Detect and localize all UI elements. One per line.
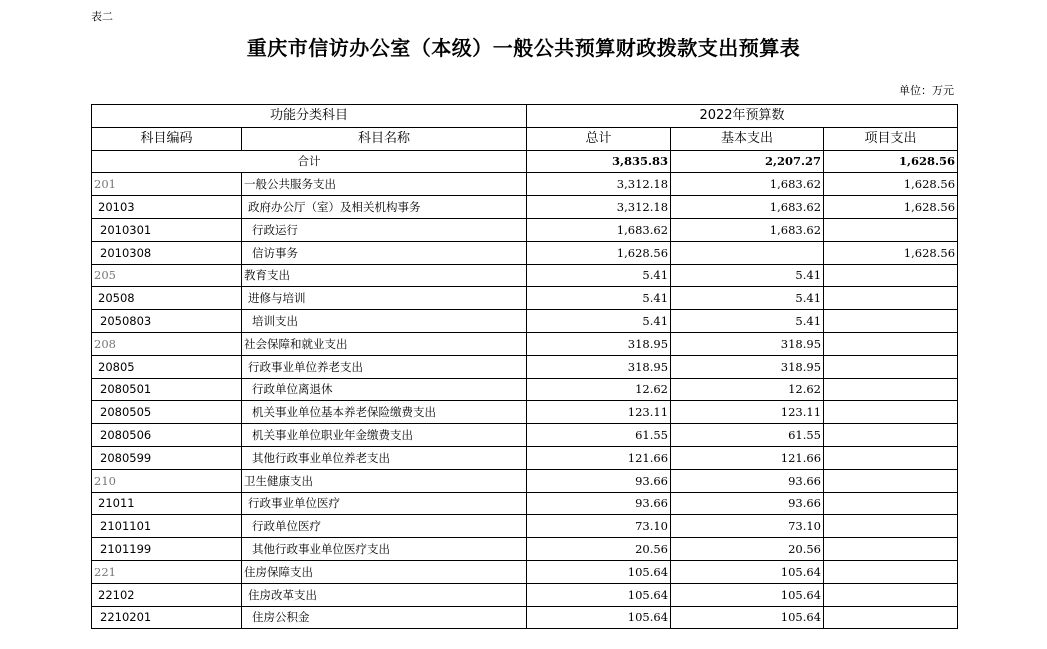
row-name: 其他行政事业单位养老支出 [242, 446, 527, 469]
row-project: 1,628.56 [824, 241, 958, 264]
row-name: 住房改革支出 [242, 583, 527, 606]
total-row [92, 150, 958, 173]
table-row [92, 355, 958, 378]
row-basic: 105.64 [671, 606, 824, 629]
row-code: 2080599 [92, 446, 242, 469]
row-name: 教育支出 [242, 264, 527, 287]
row-basic: 5.41 [671, 264, 824, 287]
row-name: 进修与培训 [242, 287, 527, 310]
row-code: 210 [92, 469, 242, 492]
table-row [92, 424, 958, 447]
row-code: 201 [92, 173, 242, 196]
table-row [92, 492, 958, 515]
row-code: 2080506 [92, 424, 242, 447]
row-total: 61.55 [527, 424, 671, 447]
row-project: 1,628.56 [824, 173, 958, 196]
row-code: 221 [92, 560, 242, 583]
row-total: 73.10 [527, 515, 671, 538]
row-project [824, 355, 958, 378]
row-project [824, 218, 958, 241]
row-total: 93.66 [527, 492, 671, 515]
table-row [92, 264, 958, 287]
table-row [92, 469, 958, 492]
unit-label: 单位：万元 [899, 84, 954, 97]
table-row [92, 332, 958, 355]
row-code: 2080501 [92, 378, 242, 401]
row-project [824, 446, 958, 469]
table-row [92, 173, 958, 196]
row-total: 105.64 [527, 583, 671, 606]
row-code: 2101199 [92, 538, 242, 561]
table-row [92, 606, 958, 629]
row-total: 3,312.18 [527, 173, 671, 196]
row-basic: 20.56 [671, 538, 824, 561]
table-row [92, 287, 958, 310]
table-row [92, 378, 958, 401]
row-project [824, 606, 958, 629]
row-name: 行政单位医疗 [242, 515, 527, 538]
row-name: 卫生健康支出 [242, 469, 527, 492]
row-project [824, 378, 958, 401]
row-total: 20.56 [527, 538, 671, 561]
row-project [824, 515, 958, 538]
row-name: 住房保障支出 [242, 560, 527, 583]
row-project [824, 492, 958, 515]
row-total: 3,312.18 [527, 196, 671, 219]
row-name: 行政事业单位医疗 [242, 492, 527, 515]
row-total: 5.41 [527, 287, 671, 310]
row-total: 12.62 [527, 378, 671, 401]
table-row [92, 583, 958, 606]
row-code: 2010301 [92, 218, 242, 241]
row-name: 一般公共服务支出 [242, 173, 527, 196]
row-project [824, 264, 958, 287]
row-total: 105.64 [527, 560, 671, 583]
row-basic: 5.41 [671, 287, 824, 310]
row-code: 2210201 [92, 606, 242, 629]
row-basic: 1,683.62 [671, 173, 824, 196]
row-code: 20508 [92, 287, 242, 310]
row-project [824, 538, 958, 561]
header-code: 科目编码 [92, 127, 242, 150]
row-name: 行政事业单位养老支出 [242, 355, 527, 378]
header-total: 总计 [527, 127, 671, 150]
row-basic [671, 241, 824, 264]
total-label: 合计 [92, 150, 527, 173]
row-total: 121.66 [527, 446, 671, 469]
row-name: 社会保障和就业支出 [242, 332, 527, 355]
table-row [92, 538, 958, 561]
header-project: 项目支出 [824, 127, 958, 150]
row-basic: 93.66 [671, 492, 824, 515]
row-basic: 5.41 [671, 310, 824, 333]
row-code: 2080505 [92, 401, 242, 424]
row-code: 22102 [92, 583, 242, 606]
total-amount: 3,835.83 [527, 150, 671, 173]
header-basic: 基本支出 [671, 127, 824, 150]
row-total: 5.41 [527, 264, 671, 287]
table-number-label: 表二 [91, 10, 113, 23]
row-code: 2050803 [92, 310, 242, 333]
row-total: 318.95 [527, 332, 671, 355]
table-row [92, 401, 958, 424]
budget-table [91, 104, 958, 629]
row-code: 2101101 [92, 515, 242, 538]
row-name: 机关事业单位基本养老保险缴费支出 [242, 401, 527, 424]
total-basic: 2,207.27 [671, 150, 824, 173]
row-total: 123.11 [527, 401, 671, 424]
table-row [92, 310, 958, 333]
row-basic: 318.95 [671, 355, 824, 378]
row-basic: 105.64 [671, 583, 824, 606]
row-total: 1,683.62 [527, 218, 671, 241]
row-project: 1,628.56 [824, 196, 958, 219]
table-row [92, 218, 958, 241]
header-functional-category: 功能分类科目 [92, 105, 527, 128]
row-project [824, 287, 958, 310]
row-basic: 318.95 [671, 332, 824, 355]
row-project [824, 560, 958, 583]
row-name: 行政运行 [242, 218, 527, 241]
row-code: 20805 [92, 355, 242, 378]
row-basic: 121.66 [671, 446, 824, 469]
header-budget-2022: 2022年预算数 [527, 105, 958, 128]
row-basic: 61.55 [671, 424, 824, 447]
row-name: 行政单位离退休 [242, 378, 527, 401]
row-code: 21011 [92, 492, 242, 515]
row-basic: 105.64 [671, 560, 824, 583]
row-project [824, 583, 958, 606]
row-project [824, 310, 958, 333]
table-row [92, 196, 958, 219]
header-name: 科目名称 [242, 127, 527, 150]
row-total: 318.95 [527, 355, 671, 378]
header-row-2 [92, 127, 958, 150]
row-project [824, 401, 958, 424]
row-total: 105.64 [527, 606, 671, 629]
page-title: 重庆市信访办公室（本级）一般公共预算财政拨款支出预算表 [246, 36, 801, 60]
row-total: 5.41 [527, 310, 671, 333]
row-project [824, 424, 958, 447]
table-row [92, 241, 958, 264]
row-code: 205 [92, 264, 242, 287]
row-basic: 73.10 [671, 515, 824, 538]
row-basic: 123.11 [671, 401, 824, 424]
row-name: 其他行政事业单位医疗支出 [242, 538, 527, 561]
row-name: 信访事务 [242, 241, 527, 264]
header-row-1 [92, 105, 958, 128]
table-row [92, 446, 958, 469]
total-project: 1,628.56 [824, 150, 958, 173]
row-basic: 1,683.62 [671, 196, 824, 219]
row-name: 住房公积金 [242, 606, 527, 629]
row-total: 1,628.56 [527, 241, 671, 264]
row-project [824, 469, 958, 492]
row-code: 2010308 [92, 241, 242, 264]
row-basic: 12.62 [671, 378, 824, 401]
row-name: 政府办公厅（室）及相关机构事务 [242, 196, 527, 219]
row-code: 20103 [92, 196, 242, 219]
row-name: 机关事业单位职业年金缴费支出 [242, 424, 527, 447]
row-basic: 93.66 [671, 469, 824, 492]
row-code: 208 [92, 332, 242, 355]
row-basic: 1,683.62 [671, 218, 824, 241]
row-project [824, 332, 958, 355]
row-name: 培训支出 [242, 310, 527, 333]
table-row [92, 515, 958, 538]
table-row [92, 560, 958, 583]
row-total: 93.66 [527, 469, 671, 492]
